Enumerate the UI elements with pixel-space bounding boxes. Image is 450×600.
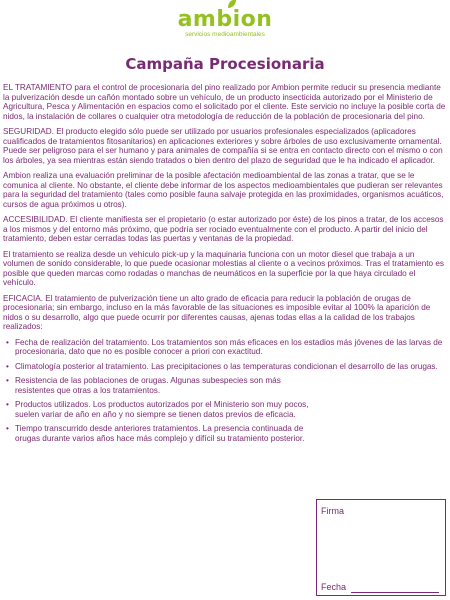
paragraph-eficacia: EFICACIA. El tratamiento de pulverización tiene un alto grado de eficacia para reducir la población de orugas de procesionaria; sin embargo, incluso en la más favorable de las situaciones es imposible evitar al 100% la aparición de nidos o su desarrollo, algo que puede ocurrir por diferentes causas, ajenas todas ellas a la calidad de los trabajos realizados: bbox=[3, 293, 431, 331]
logo-text: ambion bbox=[177, 7, 273, 32]
paragraph-tratamiento: EL TRATAMIENTO para el control de procesionaria del pino realizado por Ambion permite reducir su presencia mediante la pulverización desde un cañón montado sobre un vehículo, de un producto insecticida autorizado por el Ministerio de Agricultura, Pesca y Alimentación en espacios como el solicitado por el cliente. Este servicio no incluye la posible corta de nidos, la instalación de collares o cualquier otra metodología de reducción de la población de procesionaria del pino. bbox=[3, 83, 446, 121]
fecha-line[interactable] bbox=[351, 592, 439, 593]
document-body bbox=[3, 83, 446, 448]
ambion-logo bbox=[178, 8, 273, 32]
paragraph-seguridad: SEGURIDAD. El producto elegido sólo puede ser utilizado por usuarios profesionales especializados (aplicadores cualificados de tratamientos fitosanitarios) en aplicaciones exteriores y sobre árboles de uso exclusivamente ornamental. Puede ser peligroso para el ser humano y para animales de compañía si se entra en contacto directo con el mismo o con los árboles, ya sea mientras están siendo tratados o bien dentro del plazo de seguridad que le ha indicado el aplicador. bbox=[3, 127, 443, 165]
paragraph-accesibilidad: ACCESIBILIDAD. El cliente manifiesta ser el propietario (o estar autorizado por éste) de los pinos a tratar, de los accesos a los mismos y del entorno más próximo, que podría ser rociado eventualmente con el producto. A partir del inicio del tratamiento, deben estar cerradas todas las puertas y ventanas de la propiedad. bbox=[3, 215, 444, 243]
eficacia-factors-list bbox=[3, 338, 446, 444]
paragraph-evaluacion: Ambion realiza una evaluación preliminar de la posible afectación medioambiental de las zonas a tratar, que se le comunica al cliente. No obstante, el cliente debe informar de los aspectos medioambientales que pudieran ser relevantes para la seguridad del tratamiento (tales como posible fauna salvaje protegida en las proximidades, organismos acuáticos, cursos de agua próximos u otros). bbox=[3, 171, 444, 209]
list-item: • Climatología posterior al tratamiento. Las precipitaciones o las temperaturas condicionan el desarrollo de las orugas. bbox=[3, 362, 446, 372]
header bbox=[0, 8, 450, 38]
list-item: • Tiempo transcurrido desde anteriores tratamientos. La presencia continuada de orugas durante varios años hace más complejo y difícil su tratamiento posterior. bbox=[3, 424, 317, 443]
list-item: • Productos utilizados. Los productos autorizados por el Ministerio son muy pocos, suelen variar de año en año y no siempre se tienen datos previos de eficacia. bbox=[3, 400, 317, 419]
page-title: Campaña Procesionaria bbox=[125, 55, 325, 73]
fecha-label: Fecha bbox=[321, 582, 347, 592]
list-item: • Resistencia de las poblaciones de orugas. Algunas subespecies son más resistentes que otras a los tratamientos. bbox=[3, 376, 317, 395]
firma-label: Firma bbox=[321, 506, 344, 516]
paragraph-vehiculo: El tratamiento se realiza desde un vehículo pick-up y la maquinaria funciona con un motor diesel que trabaja a un volumen de sonido considerable, lo que puede ocasionar molestias al cliente o a vecinos próximos. Tras el tratamiento es posible que queden marcas como rodadas o manchas de neumáticos en la superficie por la que haya circulado el vehículo. bbox=[3, 249, 445, 287]
signature-box[interactable] bbox=[316, 499, 446, 596]
logo-subtitle: servicios medioambientales bbox=[185, 31, 265, 38]
leaf-icon bbox=[227, 0, 237, 9]
list-item: • Fecha de realización del tratamiento. Los tratamientos son más eficaces en los estadios más jóvenes de las larvas de procesionaria, dato que no es posible conocer a priori con exactitud. bbox=[3, 338, 446, 357]
